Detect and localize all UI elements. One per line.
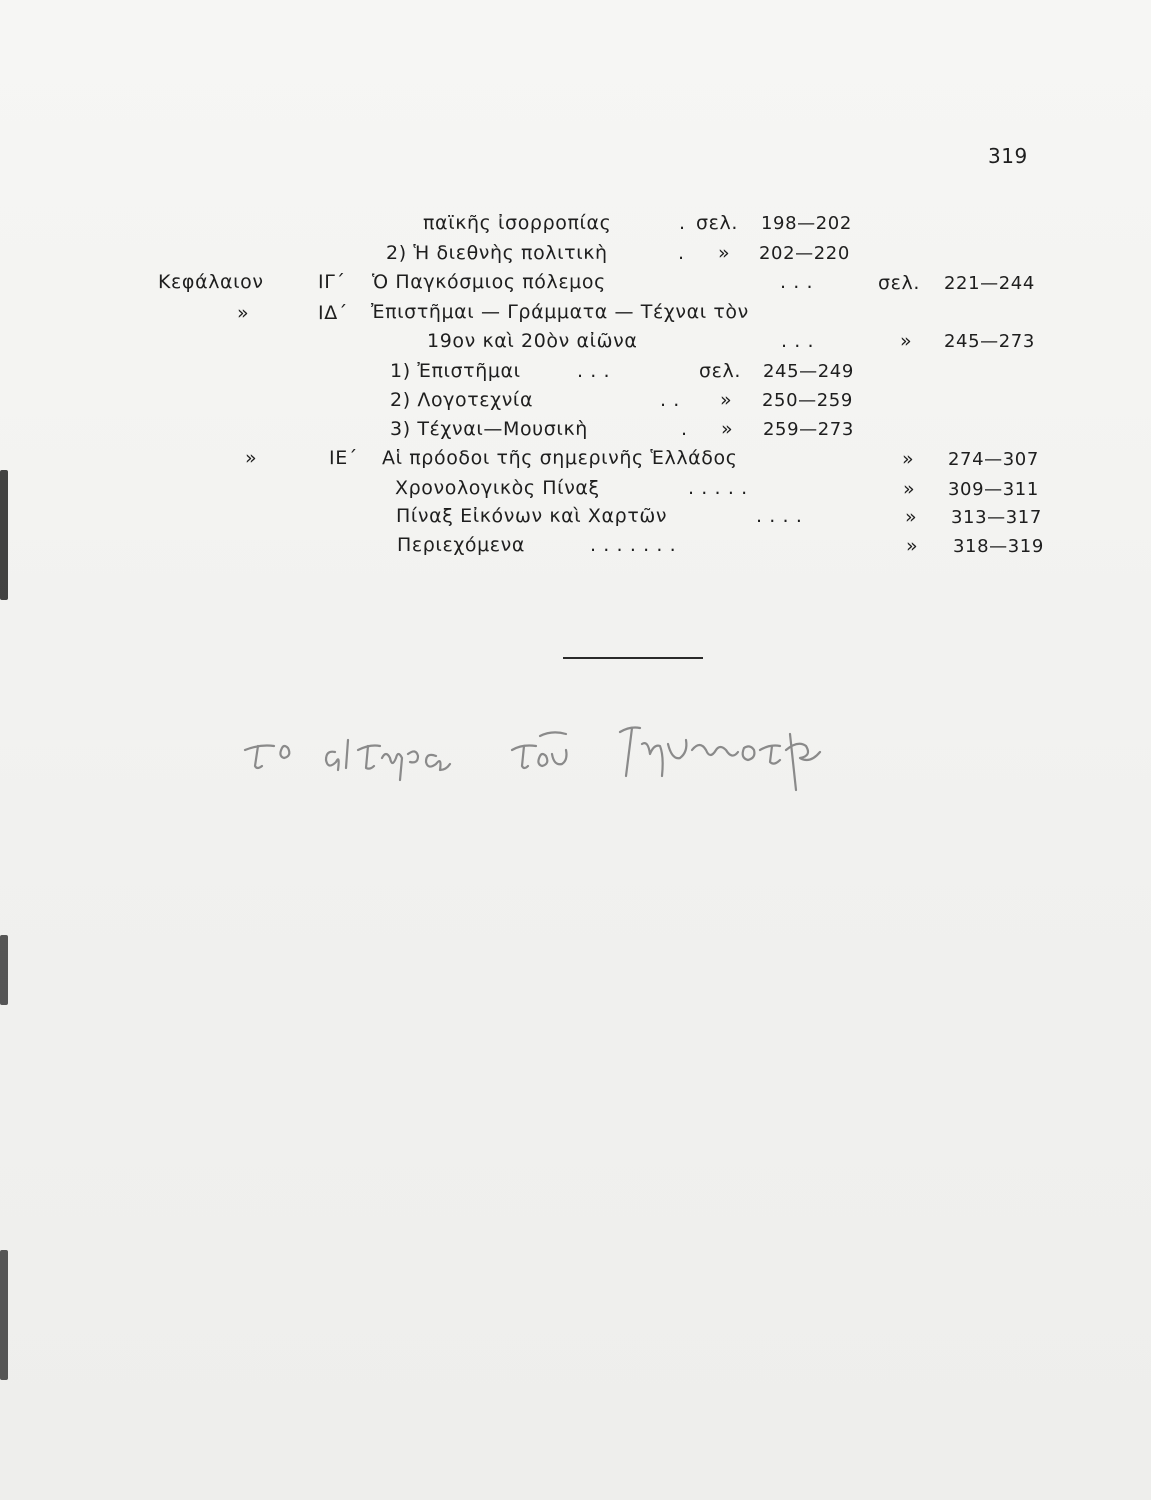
- binding-mark: [0, 470, 8, 600]
- toc-page-range: 318—319: [953, 536, 1044, 557]
- toc-ditto: »: [720, 389, 733, 411]
- toc-ditto: »: [245, 447, 258, 469]
- toc-page-range: 250—259: [762, 390, 853, 411]
- toc-ditto: »: [906, 535, 919, 557]
- toc-leader: . . .: [577, 360, 611, 382]
- toc-entry-title: 3) Τέχναι—Μουσικὴ: [390, 418, 588, 440]
- toc-page-range: 198—202: [761, 213, 852, 234]
- toc-page-range: 259—273: [763, 419, 854, 440]
- toc-leader: . . . .: [756, 505, 803, 527]
- toc-entry-title: 2) Ἡ διεθνὴς πολιτικὴ: [386, 242, 608, 264]
- toc-ditto: »: [903, 478, 916, 500]
- section-rule: [563, 657, 703, 659]
- binding-mark: [0, 1250, 8, 1380]
- toc-leader: .: [679, 212, 686, 234]
- toc-page-range: 274—307: [948, 449, 1039, 470]
- toc-entry-title: Χρονολογικὸς Πίναξ: [395, 477, 600, 499]
- toc-entry-title: 1) Ἐπιστῆμαι: [390, 360, 521, 382]
- toc-entry-title: παϊκῆς ἰσορροπίας: [423, 212, 612, 234]
- page-number: 319: [988, 144, 1028, 168]
- chapter-number: ΙΔ΄: [318, 302, 348, 324]
- toc-leader: .: [681, 418, 688, 440]
- toc-page-range: 221—244: [944, 273, 1035, 294]
- toc-leader: . . . . .: [688, 477, 748, 499]
- toc-entry-title: Αἱ πρόοδοι τῆς σημερινῆς Ἑλλάδος: [382, 447, 738, 469]
- toc-page-prefix: σελ.: [878, 272, 920, 294]
- chapter-label: Κεφάλαιον: [158, 271, 264, 293]
- toc-page-prefix: σελ.: [699, 360, 741, 382]
- toc-entry-title: Ὁ Παγκόσμιος πόλεμος: [372, 271, 606, 293]
- toc-page-range: 202—220: [759, 243, 850, 264]
- chapter-number: ΙΕ΄: [329, 447, 358, 469]
- toc-leader: .: [678, 242, 685, 264]
- toc-page-range: 245—249: [763, 361, 854, 382]
- toc-ditto: »: [721, 418, 734, 440]
- toc-entry-title: Περιεχόμενα: [397, 534, 526, 556]
- toc-ditto: »: [905, 506, 918, 528]
- toc-entry-title: Πίναξ Εἰκόνων καὶ Χαρτῶν: [396, 505, 668, 527]
- toc-leader: . . . . . . .: [590, 534, 677, 556]
- toc-entry-title: Ἐπιστῆμαι — Γράμματα — Τέχναι τὸν: [371, 301, 749, 323]
- toc-entry-title: 2) Λογοτεχνία: [390, 389, 534, 411]
- toc-page-prefix: σελ.: [696, 212, 738, 234]
- toc-ditto: »: [718, 242, 731, 264]
- toc-page-range: 309—311: [948, 479, 1039, 500]
- chapter-number: ΙΓ΄: [318, 271, 346, 293]
- handwritten-note: [240, 700, 840, 810]
- toc-leader: . . .: [780, 271, 814, 293]
- toc-page-range: 313—317: [951, 507, 1042, 528]
- toc-ditto: »: [237, 302, 250, 324]
- toc-leader: . . .: [781, 330, 815, 352]
- binding-mark: [0, 935, 8, 1005]
- toc-ditto: »: [900, 330, 913, 352]
- toc-page-range: 245—273: [944, 331, 1035, 352]
- toc-leader: . .: [660, 389, 680, 411]
- toc-ditto: »: [902, 448, 915, 470]
- toc-entry-title: 19ον καὶ 20ὸν αἰῶνα: [427, 330, 638, 352]
